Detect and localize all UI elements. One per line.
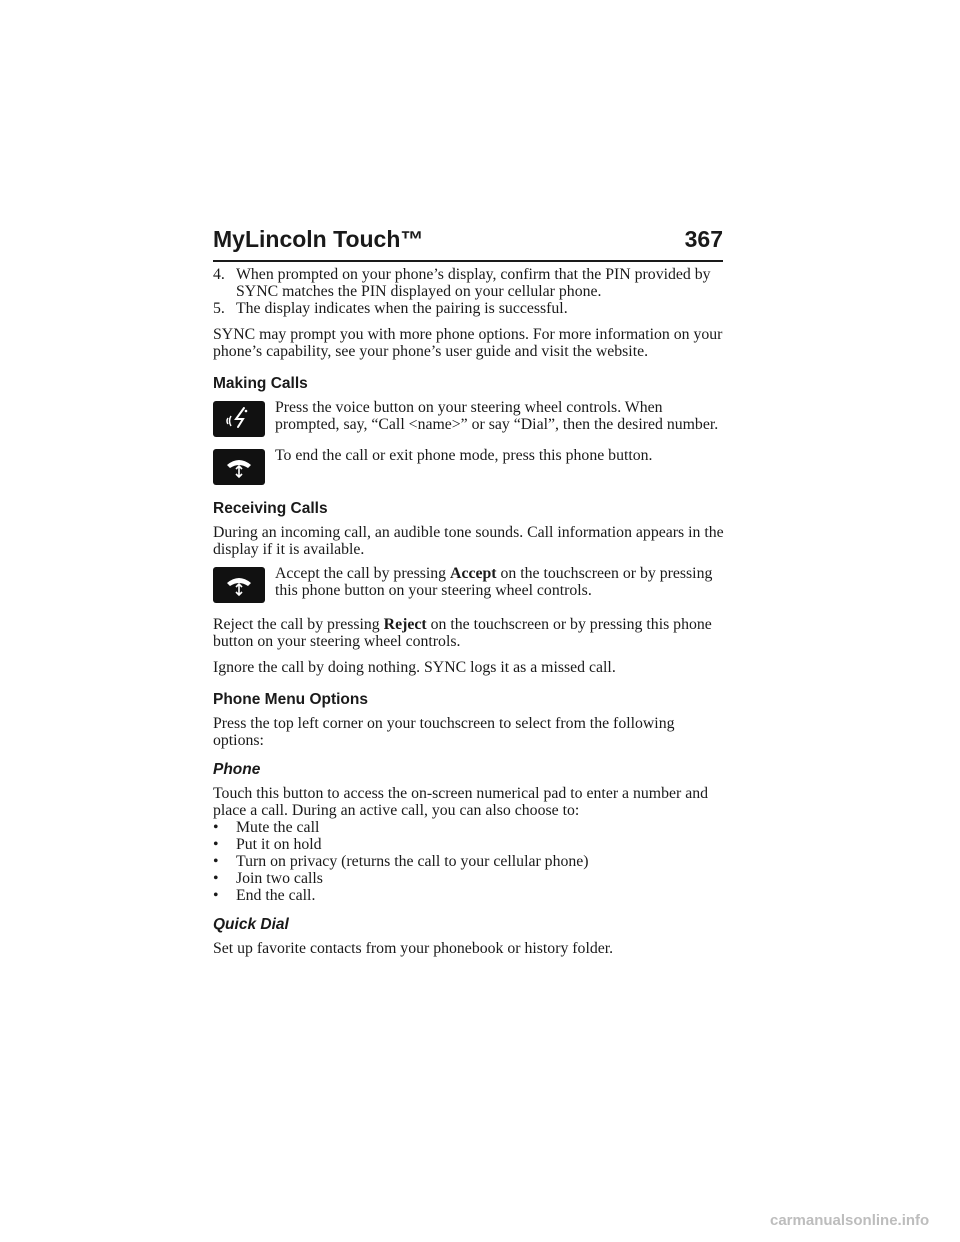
phone-menu-paragraph: Press the top left corner on your touchscreen to select from the following options:: [213, 715, 675, 749]
step-4: 4. When prompted on your phone’s display, confirm that the PIN provided by SYNC matches the PIN displayed on your cellular phone.: [213, 266, 711, 300]
receiving-paragraph: During an incoming call, an audible tone sounds. Call information appears in the display if it is available.: [213, 524, 724, 558]
list-item: • Turn on privacy (returns the call to your cellular phone): [213, 853, 589, 870]
page-content: [213, 266, 725, 957]
page-header: [213, 226, 723, 253]
end-call-instruction: To end the call or exit phone mode, press this phone button.: [213, 447, 725, 485]
reject-paragraph: Reject the call by pressing Reject on the touchscreen or by pressing this phone button on your steering wheel controls.: [213, 616, 712, 650]
phone-options-list: [213, 819, 725, 904]
quick-dial-subheading: Quick Dial: [213, 916, 289, 933]
phone-button-icon: [213, 567, 265, 603]
voice-instruction: Press the voice button on your steering wheel controls. When prompted, say, “Call <name>” or say “Dial”, then the desired number.: [213, 399, 725, 437]
list-item: • End the call.: [213, 887, 316, 904]
phone-menu-heading: Phone Menu Options: [213, 691, 368, 708]
list-item: • Put it on hold: [213, 836, 322, 853]
step-5: 5. The display indicates when the pairing is successful.: [213, 300, 568, 317]
intro-paragraph: SYNC may prompt you with more phone options. For more information on your phone’s capability, see your phone’s user guide and visit the website.: [213, 326, 723, 360]
list-item: • Mute the call: [213, 819, 320, 836]
receiving-calls-heading: Receiving Calls: [213, 500, 328, 517]
header-rule: [213, 260, 723, 262]
page-number: 367: [684, 226, 723, 252]
watermark: carmanualsonline.info: [770, 1212, 930, 1229]
accept-label: Accept: [450, 565, 497, 582]
list-item: • Join two calls: [213, 870, 323, 887]
voice-button-icon: [213, 401, 265, 437]
phone-button-icon: [213, 449, 265, 485]
section-title: MyLincoln Touch™: [213, 226, 424, 252]
ignore-paragraph: Ignore the call by doing nothing. SYNC logs it as a missed call.: [213, 659, 616, 676]
making-calls-heading: Making Calls: [213, 375, 308, 392]
phone-subheading: Phone: [213, 761, 261, 778]
reject-label: Reject: [383, 616, 427, 633]
accept-instruction: Accept the call by pressing Accept on the touchscreen or by pressing this phone button on your steering wheel controls.: [213, 565, 725, 603]
phone-paragraph: Touch this button to access the on-screen numerical pad to enter a number and place a call. During an active call, you can also choose to:: [213, 785, 709, 819]
quick-dial-paragraph: Set up favorite contacts from your phonebook or history folder.: [213, 940, 614, 957]
